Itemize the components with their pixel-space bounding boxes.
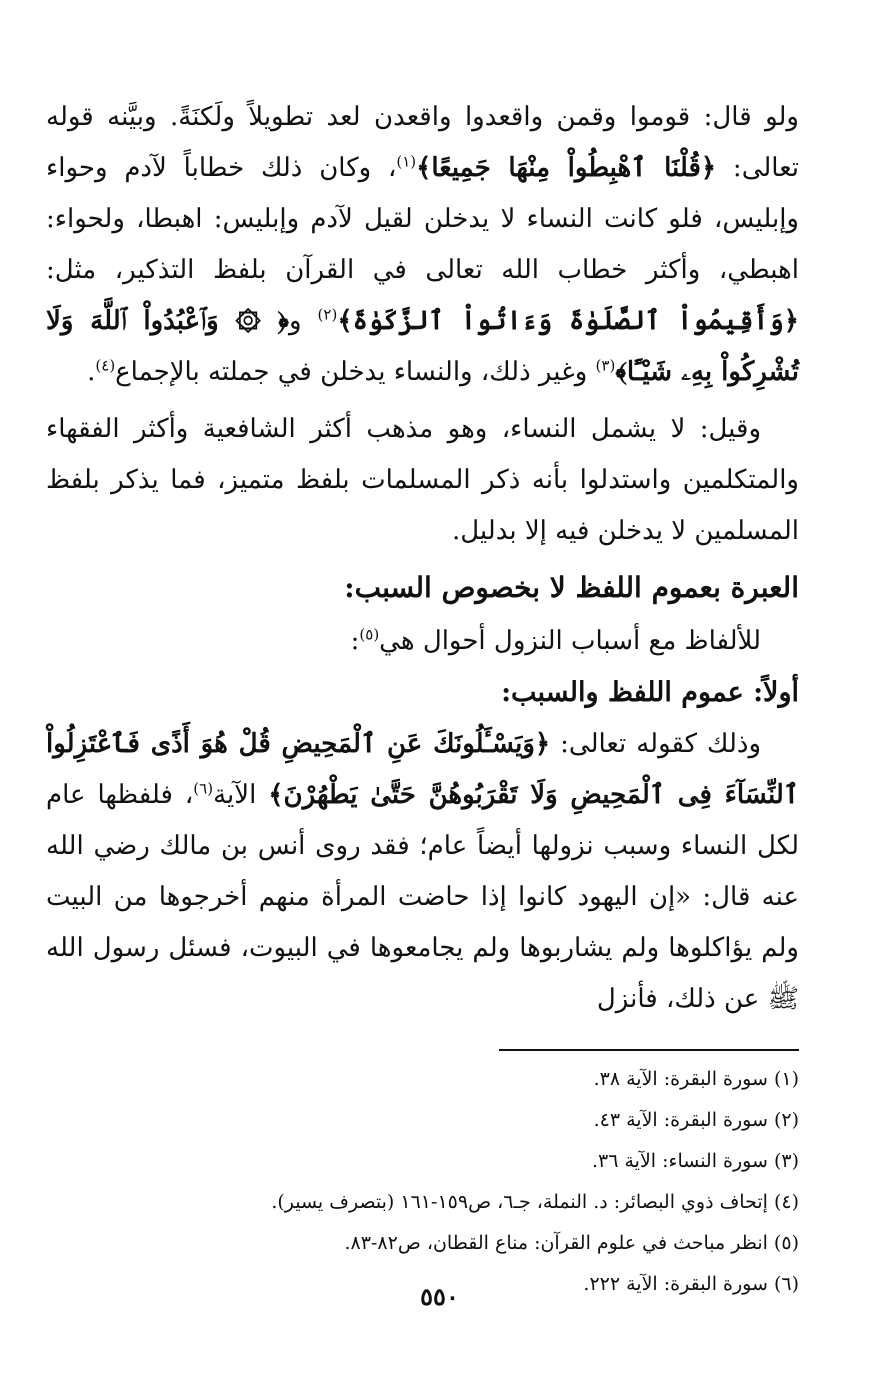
text-run: للألفاظ مع أسباب النزول أحوال هي <box>379 626 761 656</box>
footnote-item: (٥) انظر مباحث في علوم القرآن: مناع القطان، ص٨٢-٨٣. <box>344 1232 799 1254</box>
footnote-item: (٣) سورة النساء: الآية ٣٦. <box>591 1150 799 1172</box>
paragraph-2: وقيل: لا يشمل النساء، وهو مذهب أكثر الشافعية وأكثر الفقهاء والمتكلمين واستدلوا بأنه ذكر المسلمات بلفظ متميز، فما يذكر بلفظ المسلمين لا يدخلن فيه إلا بدليل. <box>46 414 799 546</box>
text-run: ، وكان ذلك خطاباً لآدم وحواء وإبليس، فلو كانت النساء لا يدخلن لقيل لآدم وإبليس: اهبطا، ولحواء: اهبطي، وأكثر خطاب الله تعالى في القرآن بلفظ التذكير، مثل: <box>46 153 799 285</box>
footnotes-list <box>46 1059 799 1305</box>
quran-verse: ﴿ ۞ وَٱعْبُدُواْ ٱللَّهَ وَلَا تُشْرِكُواْ بِهِۦ شَيْـًٔا﴾ <box>46 306 799 387</box>
text-run: : <box>350 626 360 656</box>
text-run: ولو قال: قوموا وقمن واقعدوا واقعدن لعد تطويلاً ولَكنَةً. وبيَّنه قوله تعالى: <box>46 102 799 183</box>
footnote-ref: (٥) <box>359 625 380 644</box>
footnote-item: (٢) سورة البقرة: الآية ٤٣. <box>593 1109 799 1131</box>
quran-verse: ﴿قُلْنَا ٱهْبِطُواْ مِنْهَا جَمِيعًا﴾ <box>416 153 717 183</box>
footnote-item: (١) سورة البقرة: الآية ٣٨. <box>593 1068 799 1090</box>
text-run: وغير ذلك، والنساء يدخلن في جملته بالإجماع <box>115 357 596 387</box>
footnote-ref: (٣) <box>595 356 616 375</box>
sub-heading: أولاً: عموم اللفظ والسبب: <box>501 677 799 708</box>
footnote-item: (٦) سورة البقرة: الآية ٢٢٢. <box>583 1273 799 1295</box>
paragraph-1 <box>46 92 799 398</box>
footnote-ref: (٢) <box>317 305 338 324</box>
quran-verse: ﴿وَيَسْـَٔلُونَكَ عَنِ ٱلْمَحِيضِ قُلْ هُوَ أَذًى فَٱعْتَزِلُواْ ٱلنِّسَآءَ فِى ٱلْمَحِيضِ وَلَا تَقْرَبُوهُنَّ حَتَّىٰ يَطْهُرْنَ﴾ <box>46 729 799 810</box>
footnote-divider <box>499 1049 799 1051</box>
text-run: . <box>87 357 96 387</box>
page-number: ٥٥٠ <box>420 1282 459 1311</box>
quran-verse: ﴿وَأَقِيمُواْ ٱلصَّلَوٰةَ وَءَاتُواْ ٱلزَّكَوٰةَ﴾ <box>337 306 800 336</box>
footnote-ref: (٤) <box>95 356 116 375</box>
text-run: و <box>288 306 318 336</box>
section-heading: العبرة بعموم اللفظ لا بخصوص السبب: <box>344 571 799 604</box>
footnote-ref: (٦) <box>193 779 214 798</box>
text-run: وذلك كقوله تعالى: <box>550 729 762 759</box>
footnote-item: (٤) إتحاف ذوي البصائر: د. النملة، جـ٦، ص١٥٩-١٦١ (بتصرف يسير). <box>271 1191 799 1213</box>
text-run: ، فلفظها عام لكل النساء وسبب نزولها أيضاً عام؛ فقد روى أنس بن مالك رضي الله عنه قال: «إن اليهود كانوا إذا حاضت المرأة منهم أخرجوها من البيت ولم يؤاكلوها ولم يشاربوها ولم يجامعوها في البيوت، فسئل رسول الله ﷺ عن ذلك، فأنزل <box>46 780 799 1014</box>
paragraph-3 <box>46 615 799 667</box>
footnote-ref: (١) <box>396 152 417 171</box>
paragraph-4 <box>46 719 799 1025</box>
text-run: الآية <box>213 780 269 810</box>
